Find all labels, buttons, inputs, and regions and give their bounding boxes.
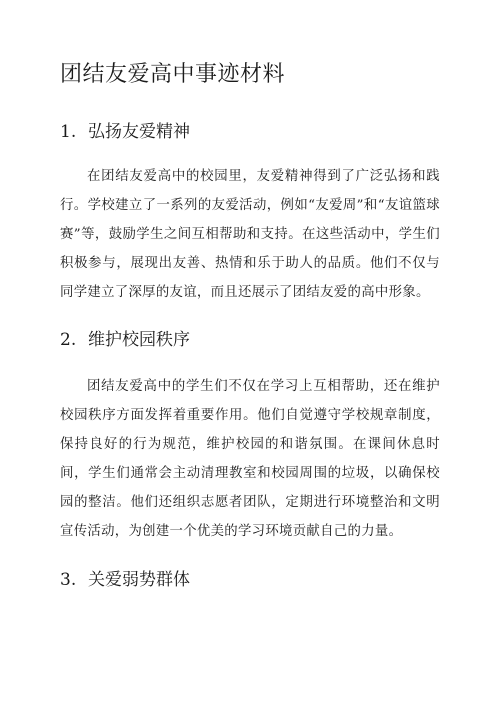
section-heading-3 (60, 568, 190, 592)
section-number: 2. (60, 330, 77, 350)
section-title: 关爱弱势群体 (88, 570, 190, 590)
section-title: 弘扬友爱精神 (88, 122, 190, 142)
section-paragraph-2: 团结友爱高中的学生们不仅在学习上互相帮助，还在维护校园秩序方面发挥着重要作用。他们自觉遵守学校规章制度，保持良好的行为规范，维护校园的和谐氛围。在课间休息时间，学生们通常会主动清理教室和校园周围的垃圾，以确保校园的整洁。他们还组织志愿者团队，定期进行环境整治和文明宣传活动，为创建一个优美的学习环境贡献自己的力量。 (60, 379, 440, 539)
section-number: 1. (60, 122, 77, 142)
section-heading-2 (60, 328, 190, 352)
section-paragraph-1: 在团结友爱高中的校园里，友爱精神得到了广泛弘扬和践行。学校建立了一系列的友爱活动，例如“友爱周”和“友谊篮球赛”等，鼓励学生之间互相帮助和支持。在这些活动中，学生们积极参与，展现出友善、热情和乐于助人的品质。他们不仅与同学建立了深厚的友谊，而且还展示了团结友爱的高中形象。 (60, 169, 440, 300)
section-number: 3. (60, 570, 77, 590)
section-title: 维护校园秩序 (88, 330, 190, 350)
document-title: 团结友爱高中事迹材料 (60, 62, 286, 87)
section-heading-1 (60, 120, 190, 144)
